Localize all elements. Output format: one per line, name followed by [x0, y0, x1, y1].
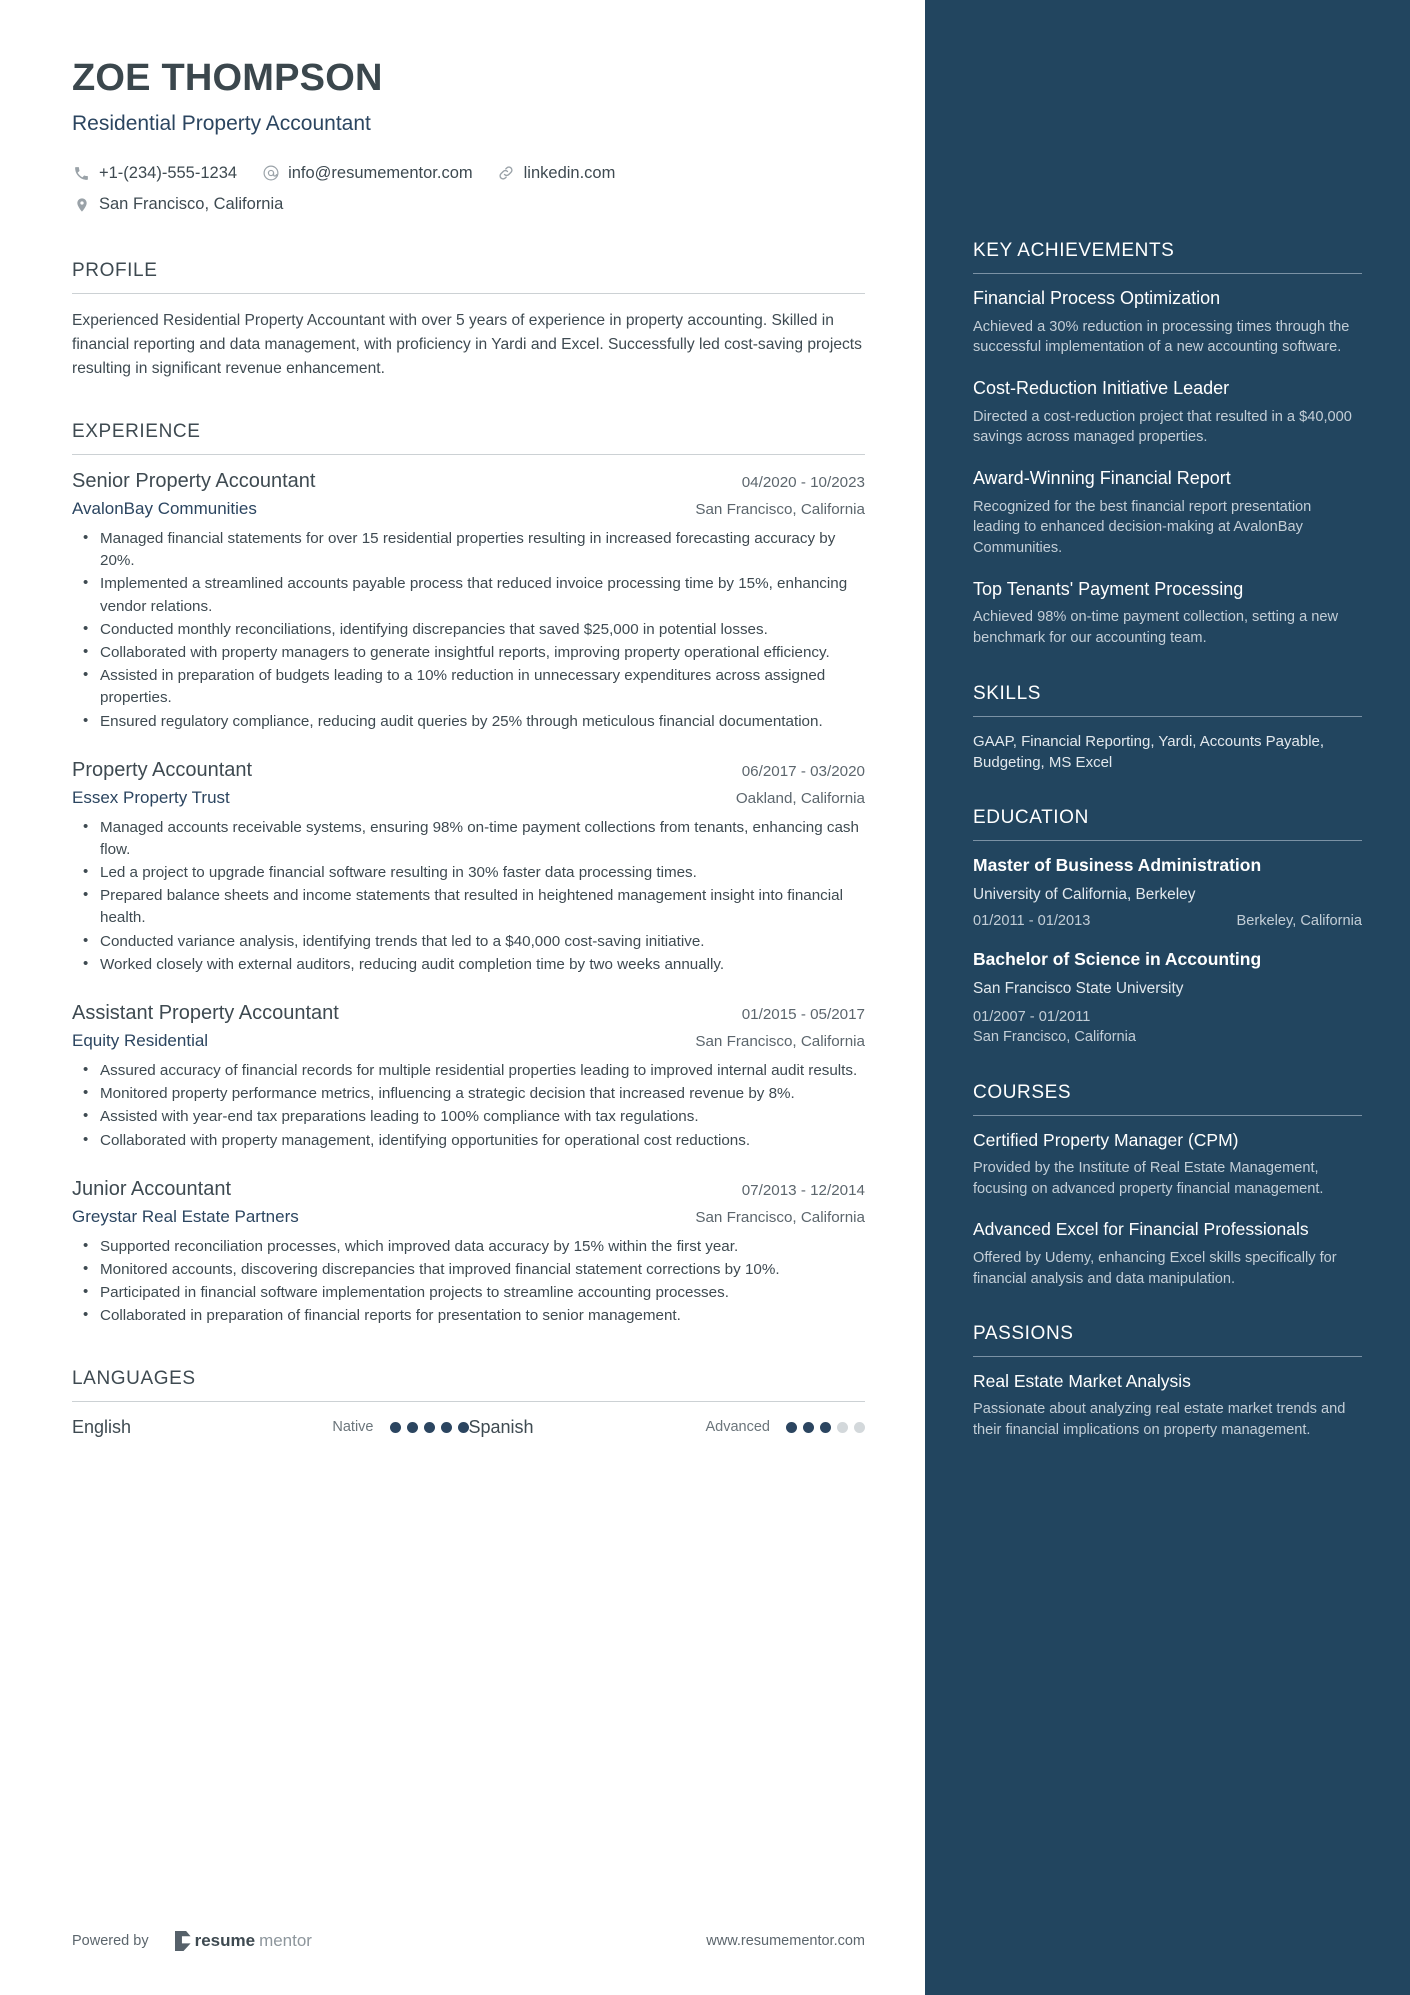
experience-list	[72, 470, 865, 1328]
achievement-item	[973, 288, 1362, 358]
contact-email[interactable]	[261, 158, 473, 189]
achievement-title: Cost-Reduction Initiative Leader	[973, 378, 1230, 399]
powered-by-label: Powered by	[72, 1933, 149, 1949]
contact-location-text: San Francisco, California	[99, 195, 284, 214]
language-name: English	[72, 1416, 132, 1437]
language-rating-dots	[786, 1422, 865, 1433]
education-heading: EDUCATION	[973, 807, 1089, 829]
experience-item-subheader	[72, 1031, 865, 1051]
sidebar	[925, 0, 1410, 1995]
experience-item-subheader	[72, 1207, 865, 1227]
achievement-item	[973, 378, 1362, 448]
footer-powered	[72, 1931, 312, 1951]
experience-company: Essex Property Trust	[72, 787, 230, 807]
experience-bullet: • Collaborated in preparation of financial reports for presentation to senior management.	[72, 1305, 865, 1327]
education-list	[973, 855, 1362, 1047]
experience-bullet: • Ensured regulatory compliance, reducing audit queries by 25% through meticulous financial documentation.	[72, 711, 865, 733]
language-rating-dot	[390, 1422, 401, 1433]
education-degree: Bachelor of Science in Accounting	[973, 949, 1262, 970]
experience-bullet: • Assisted with year-end tax preparations leading to 100% compliance with tax regulations.	[72, 1106, 865, 1128]
education-dates: 01/2011 - 01/2013	[973, 913, 1091, 930]
experience-item-header	[72, 1002, 865, 1025]
experience-bullet: • Conducted monthly reconciliations, identifying discrepancies that saved $25,000 in potential losses.	[72, 619, 865, 641]
experience-bullet: • Prepared balance sheets and income statements that resulted in heightened management insight into financial health.	[72, 885, 865, 929]
achievements-list	[973, 288, 1362, 649]
experience-dates: 07/2013 - 12/2014	[741, 1181, 865, 1199]
languages-list	[72, 1417, 865, 1438]
language-level: Advanced	[705, 1419, 770, 1436]
experience-location: San Francisco, California	[695, 1033, 865, 1051]
resumementor-logo	[175, 1931, 312, 1951]
course-item	[973, 1219, 1362, 1289]
experience-role: Assistant Property Accountant	[72, 1002, 339, 1025]
experience-item	[72, 470, 865, 733]
profile-heading: PROFILE	[72, 260, 158, 282]
experience-item-header	[72, 759, 865, 782]
experience-dates: 01/2015 - 05/2017	[741, 1006, 865, 1024]
experience-item-header	[72, 1178, 865, 1201]
contact-location	[72, 189, 283, 220]
profile-text: Experienced Residential Property Accountant with over 5 years of experience in property accounting. Skilled in financial reporting and data management, with proficiency in Yardi and Excel. Successfully led cost-saving projects resulting in significant revenue enhancement.	[72, 312, 862, 378]
experience-location: San Francisco, California	[695, 1208, 865, 1226]
experience-company: AvalonBay Communities	[72, 499, 257, 519]
education-dates: 01/2007 - 01/2011	[973, 1008, 1091, 1025]
language-rating-dot	[407, 1422, 418, 1433]
achievement-item	[973, 468, 1362, 559]
contact-linkedin[interactable]	[497, 158, 616, 189]
experience-role: Property Accountant	[72, 758, 253, 781]
education-degree: Master of Business Administration	[973, 855, 1262, 876]
courses-divider	[973, 1115, 1362, 1116]
achievement-description: Achieved 98% on-time payment collection, setting a new benchmark for our accounting team.	[973, 609, 1339, 647]
language-rating-dot	[786, 1422, 797, 1433]
course-item	[973, 1130, 1362, 1200]
education-item	[973, 949, 1362, 1048]
experience-divider	[72, 454, 865, 455]
experience-bullet: • Monitored accounts, discovering discrepancies that improved financial statement corrections by 10%.	[72, 1259, 865, 1281]
page-title: ZOE THOMPSON	[72, 57, 383, 99]
passion-item	[973, 1371, 1362, 1440]
education-divider	[973, 840, 1362, 841]
courses-section	[973, 1082, 1362, 1290]
experience-bullet: • Monitored property performance metrics, influencing a strategic decision that increased revenue by 8%.	[72, 1083, 865, 1105]
experience-bullet: • Implemented a streamlined accounts payable process that reduced invoice processing time by 15%, enhancing vendor relations.	[72, 573, 865, 617]
phone-icon	[72, 164, 91, 183]
email-icon	[261, 164, 280, 183]
experience-bullet: • Led a project to upgrade financial software resulting in 30% faster data processing times.	[72, 862, 865, 884]
experience-role: Junior Accountant	[72, 1177, 231, 1200]
language-rating-dot	[854, 1422, 865, 1433]
achievement-item	[973, 579, 1362, 649]
logo-text-strong: resume	[194, 1931, 256, 1950]
experience-bullet: • Collaborated with property management, identifying opportunities for operational cost reductions.	[72, 1130, 865, 1152]
course-description: Provided by the Institute of Real Estate Management, focusing on advanced property financial management.	[973, 1160, 1324, 1197]
achievement-title: Financial Process Optimization	[973, 288, 1221, 308]
language-item	[469, 1417, 866, 1438]
experience-item-subheader	[72, 788, 865, 808]
profile-section	[72, 260, 865, 381]
skills-divider	[973, 716, 1362, 717]
header-job-title: Residential Property Accountant	[72, 111, 371, 135]
course-title: Advanced Excel for Financial Professionals	[973, 1219, 1309, 1240]
language-rating-dot	[820, 1422, 831, 1433]
achievement-title: Award-Winning Financial Report	[973, 468, 1231, 489]
resumementor-logo-icon	[175, 1931, 191, 1951]
experience-item	[72, 1002, 865, 1152]
passions-list	[973, 1371, 1362, 1440]
experience-bullet: • Participated in financial software implementation projects to streamline accounting processes.	[72, 1282, 865, 1304]
contact-phone-text: +1-(234)-555-1234	[99, 163, 238, 182]
experience-company: Greystar Real Estate Partners	[72, 1206, 299, 1226]
language-name: Spanish	[468, 1416, 534, 1437]
courses-list	[973, 1130, 1362, 1290]
achievement-description: Directed a cost-reduction project that resulted in a $40,000 savings across managed properties.	[973, 408, 1352, 446]
logo-text-light: mentor	[259, 1931, 312, 1950]
achievement-description: Achieved a 30% reduction in processing times through the successful implementation of a new accounting software.	[973, 318, 1350, 356]
languages-heading: LANGUAGES	[72, 1367, 196, 1389]
languages-divider	[72, 1401, 865, 1402]
experience-dates: 06/2017 - 03/2020	[741, 762, 865, 780]
contact-info	[72, 158, 865, 221]
experience-heading: EXPERIENCE	[72, 421, 201, 443]
location-pin-icon	[72, 195, 91, 214]
language-level: Native	[332, 1419, 374, 1436]
skills-heading: SKILLS	[973, 682, 1042, 704]
courses-heading: COURSES	[973, 1081, 1072, 1103]
education-meta	[973, 1007, 1362, 1048]
experience-location: San Francisco, California	[695, 501, 865, 519]
contact-email-text: info@resumementor.com	[288, 163, 473, 182]
experience-bullet: • Supported reconciliation processes, which improved data accuracy by 15% within the first year.	[72, 1236, 865, 1258]
experience-bullets	[72, 528, 865, 733]
experience-bullet: • Assisted in preparation of budgets leading to a 10% reduction in unnecessary expenditures across assigned properties.	[72, 665, 865, 709]
experience-bullets	[72, 1236, 865, 1328]
achievements-heading: KEY ACHIEVEMENTS	[973, 240, 1175, 261]
course-description: Offered by Udemy, enhancing Excel skills specifically for financial analysis and data manipulation.	[973, 1249, 1337, 1287]
course-title: Certified Property Manager (CPM)	[973, 1129, 1239, 1150]
experience-item-subheader	[72, 499, 865, 519]
passions-heading: PASSIONS	[973, 1323, 1074, 1345]
achievement-description: Recognized for the best financial report presentation leading to enhanced decision-making at AvalonBay Communities.	[973, 498, 1312, 557]
experience-bullet: • Conducted variance analysis, identifying trends that led to a $40,000 cost-saving initiative.	[72, 931, 865, 953]
experience-item	[72, 1178, 865, 1328]
link-icon	[497, 164, 516, 183]
education-location: Berkeley, California	[1236, 913, 1362, 930]
skills-section	[973, 683, 1362, 774]
experience-location: Oakland, California	[735, 789, 865, 807]
contact-linkedin-text: linkedin.com	[523, 163, 616, 182]
language-rating-dot	[458, 1422, 469, 1433]
language-rating-dot	[837, 1422, 848, 1433]
education-section	[973, 807, 1362, 1047]
passions-section	[973, 1323, 1362, 1440]
education-school: University of California, Berkeley	[973, 886, 1196, 904]
experience-section	[72, 421, 865, 1328]
language-rating-dots	[390, 1422, 469, 1433]
experience-dates: 04/2020 - 10/2023	[741, 474, 865, 492]
education-location: San Francisco, California	[973, 1029, 1137, 1046]
language-rating-dot	[803, 1422, 814, 1433]
experience-bullets	[72, 817, 865, 976]
passions-divider	[973, 1356, 1362, 1357]
experience-bullet: • Worked closely with external auditors, reducing audit completion time by two weeks annually.	[72, 954, 865, 976]
education-item	[973, 855, 1362, 929]
footer-website[interactable]: www.resumementor.com	[706, 1933, 865, 1949]
profile-divider	[72, 293, 865, 294]
experience-bullet: • Managed financial statements for over 15 residential properties resulting in increased forecasting accuracy by 20%.	[72, 528, 865, 572]
language-rating-dot	[441, 1422, 452, 1433]
education-school: San Francisco State University	[973, 979, 1184, 997]
experience-item	[72, 759, 865, 976]
experience-bullet: • Assured accuracy of financial records for multiple residential properties leading to improved internal audit results.	[72, 1060, 865, 1082]
achievements-divider	[973, 273, 1362, 274]
achievements-section	[973, 240, 1362, 649]
experience-role: Senior Property Accountant	[72, 470, 316, 493]
passion-description: Passionate about analyzing real estate market trends and their financial implications on property management.	[973, 1401, 1346, 1438]
experience-bullets	[72, 1060, 865, 1152]
education-meta	[973, 913, 1362, 929]
experience-bullet: • Managed accounts receivable systems, ensuring 98% on-time payment collections from tenants, enhancing cash flow.	[72, 817, 865, 861]
language-item	[72, 1417, 469, 1438]
language-rating-dot	[424, 1422, 435, 1433]
footer	[72, 1931, 865, 1951]
contact-phone[interactable]	[72, 158, 237, 189]
skills-text: GAAP, Financial Reporting, Yardi, Accounts Payable, Budgeting, MS Excel	[973, 732, 1325, 772]
experience-company: Equity Residential	[72, 1031, 209, 1051]
achievement-title: Top Tenants' Payment Processing	[973, 578, 1244, 599]
passion-title: Real Estate Market Analysis	[973, 1371, 1191, 1392]
experience-bullet: • Collaborated with property managers to generate insightful reports, improving property operational efficiency.	[72, 642, 865, 664]
languages-section	[72, 1368, 865, 1438]
experience-item-header	[72, 470, 865, 493]
